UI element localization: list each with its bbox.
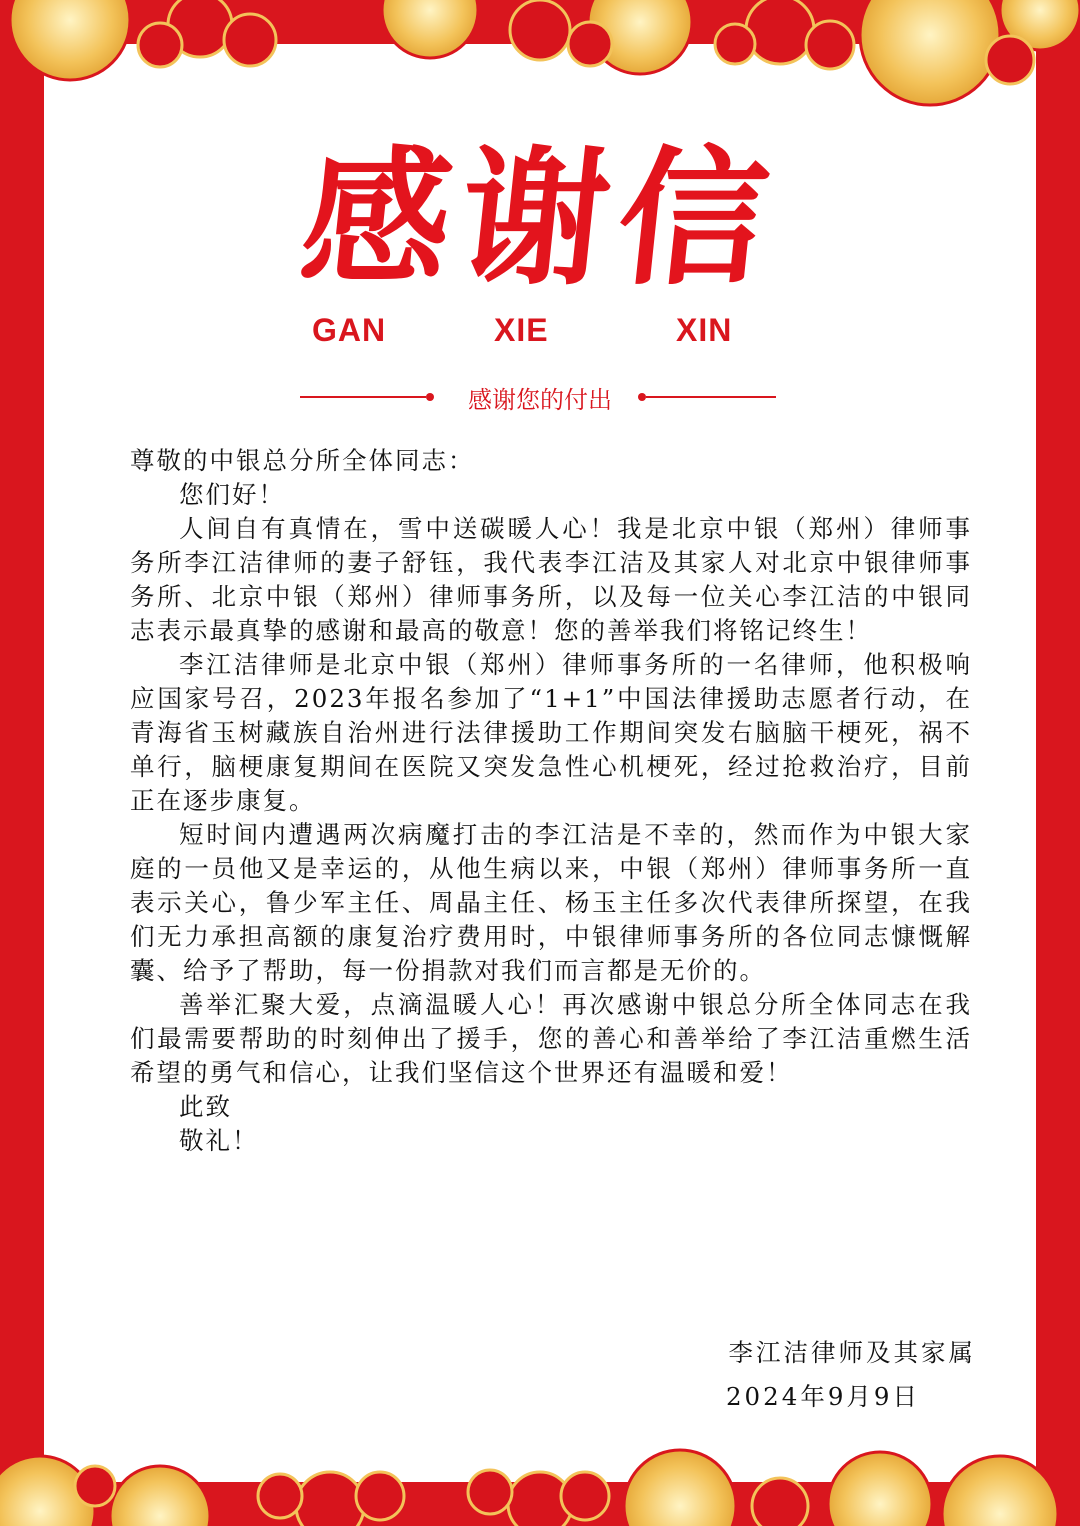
pinyin-xie: XIE (494, 312, 549, 348)
paragraph-4: 善举汇聚大爱，点滴温暖人心！再次感谢中银总分所全体同志在我们最需要帮助的时刻伸出了援手，您的善心和善举给了李江洁重燃生活希望的勇气和信心，让我们坚信这个世界还有温暖和爱！ (130, 990, 972, 1087)
page-title: 感谢信 (293, 131, 787, 305)
paragraph-2: 李江洁律师是北京中银（郑州）律师事务所的一名律师，他积极响应国家号召，2023年报名参加了“1+1”中国法律援助志愿者行动，在青海省玉树藏族自治州进行法律援助工作期间突发右脑脑干梗死，祸不单行，脑梗康复期间在医院又突发急性心机梗死，经过抢救治疗，目前正在逐步康复。 (130, 650, 972, 815)
bottom-decoration (0, 1396, 1080, 1526)
signature: 李江洁律师及其家属 (728, 1338, 976, 1367)
top-decoration (0, 0, 1080, 130)
letter-date: 2024年9月9日 (725, 1382, 920, 1411)
salutation: 尊敬的中银总分所全体同志： (130, 446, 475, 475)
paragraph-3: 短时间内遭遇两次病魔打击的李江洁是不幸的，然而作为中银大家庭的一员他又是幸运的，从他生病以来，中银（郑州）律师事务所一直表示关心，鲁少军主任、周晶主任、杨玉主任多次代表律所探望，在我们无力承担高额的康复治疗费用时，中银律师事务所的各位同志慷慨解囊、给予了帮助，每一份捐款对我们而言都是无价的。 (130, 820, 972, 985)
closing-line-1: 此致 (179, 1092, 232, 1121)
greeting: 您们好！ (179, 480, 285, 509)
paragraph-1: 人间自有真情在，雪中送碳暖人心！我是北京中银（郑州）律师事务所李江洁律师的妻子舒钰，我代表李江洁及其家人对北京中银律师事务所、北京中银（郑州）律师事务所，以及每一位关心李江洁的中银同志表示最真挚的感谢和最高的敬意！您的善举我们将铭记终生！ (130, 514, 972, 645)
closing-line-2: 敬礼！ (179, 1126, 259, 1155)
subtitle: 感谢您的付出 (468, 386, 612, 414)
pinyin-xin: XIN (676, 312, 733, 348)
pinyin-gan: GAN (312, 312, 387, 348)
letter-body (130, 444, 972, 1158)
